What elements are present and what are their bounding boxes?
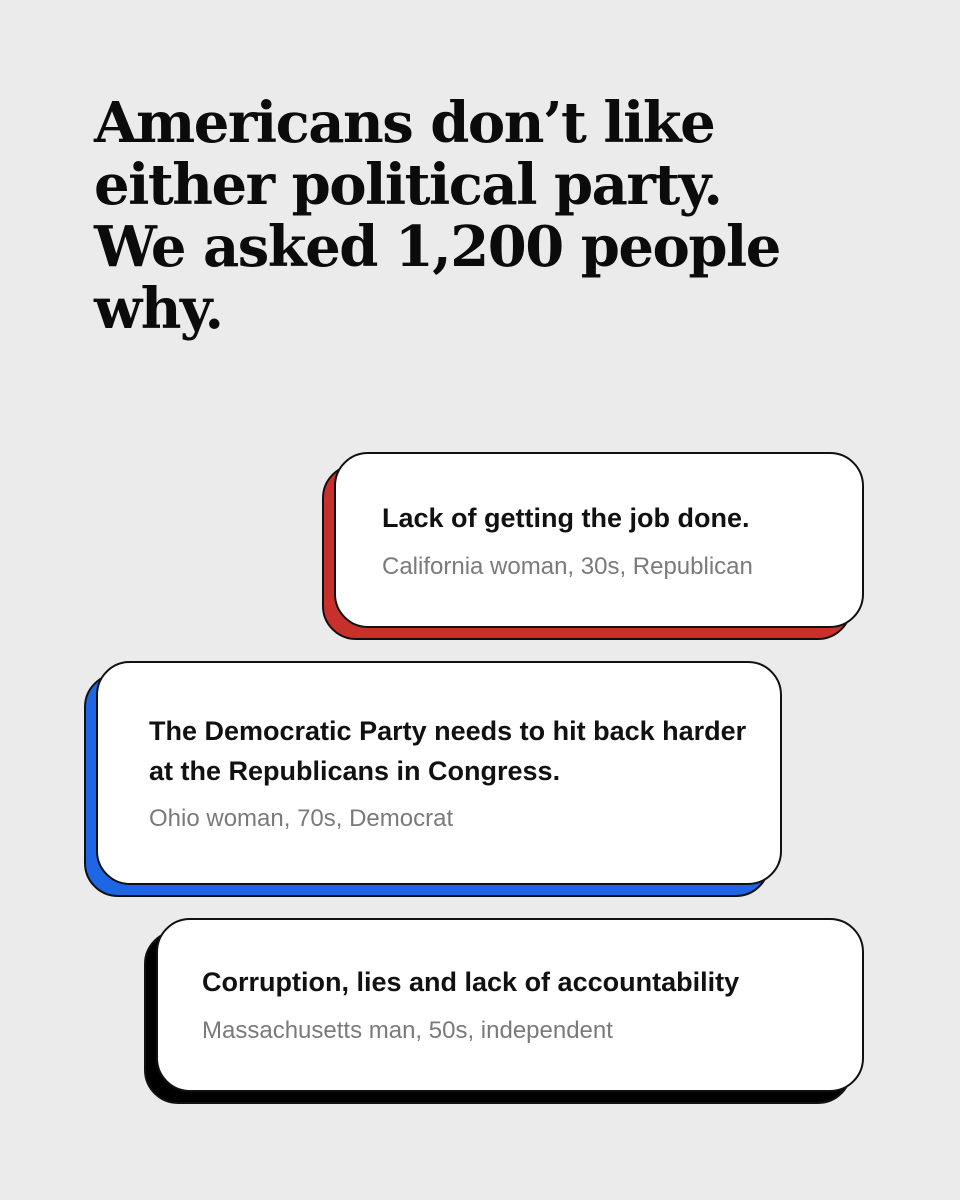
response-card-democrat <box>96 661 782 885</box>
card-body <box>334 452 864 628</box>
response-attribution: Ohio woman, 70s, Democrat <box>149 805 454 832</box>
response-quote: Lack of getting the job done. <box>382 503 750 533</box>
card-body <box>96 661 782 885</box>
response-attribution: Massachusetts man, 50s, independent <box>202 1017 613 1044</box>
response-quote: The Democratic Party needs to hit back harder at the Republicans in Congress. <box>149 716 747 786</box>
response-card-republican <box>334 452 864 628</box>
response-quote: Corruption, lies and lack of accountability <box>202 967 740 997</box>
response-attribution: California woman, 30s, Republican <box>382 553 753 580</box>
response-card-independent <box>156 918 864 1092</box>
headline: Americans don’t like either political party. We asked 1,200 people why. <box>94 90 780 342</box>
card-body <box>156 918 864 1092</box>
